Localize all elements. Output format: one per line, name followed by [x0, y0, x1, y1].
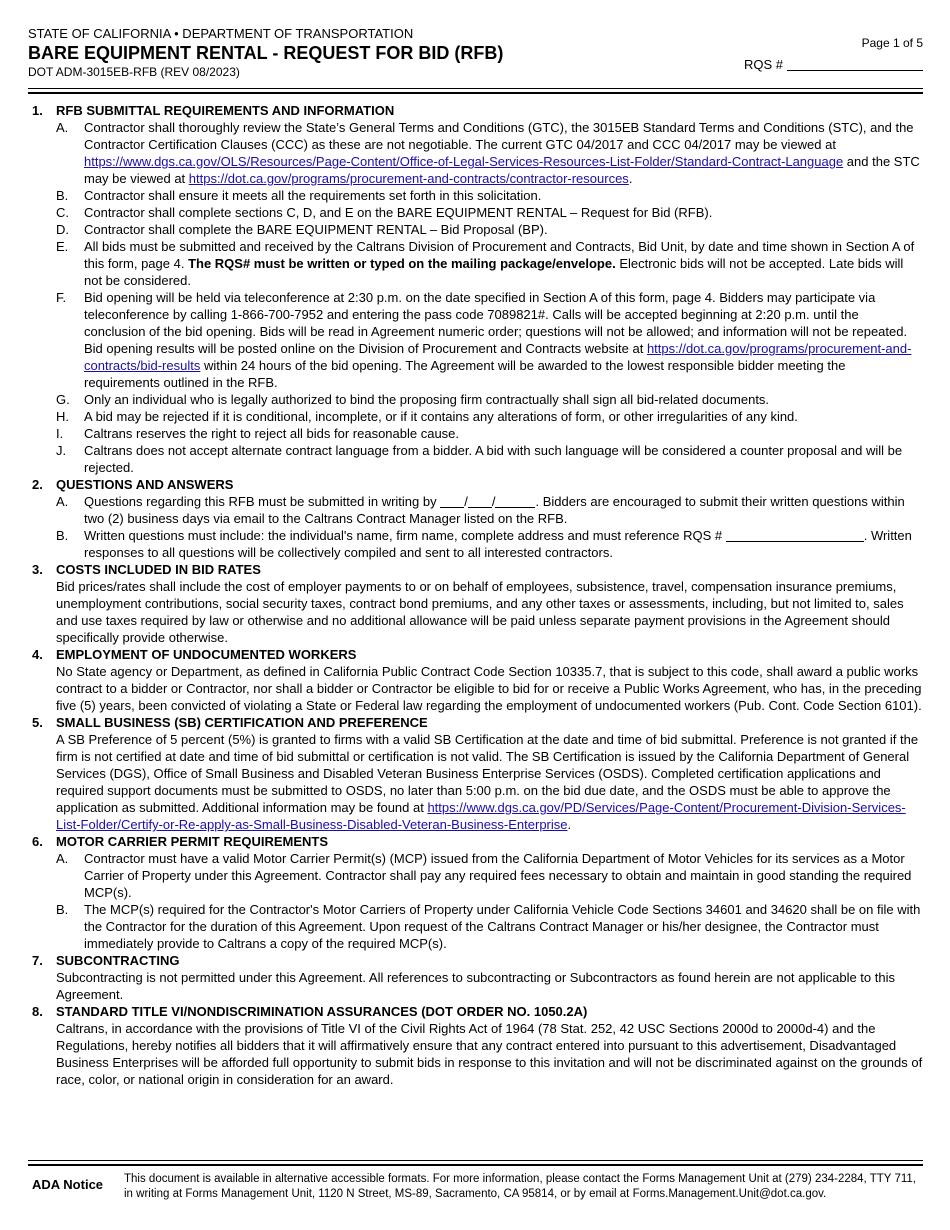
- item-text: . Bidders are encouraged to submit their written questions within two (2) business days via email to the Caltrans Contract Manager listed on the RFB.: [84, 494, 905, 526]
- item-1i: [56, 425, 923, 442]
- item-text: Contractor shall complete the BARE EQUIPMENT RENTAL – Bid Proposal (BP).: [84, 222, 548, 237]
- item-letter: B.: [56, 188, 69, 203]
- item-text: and the STC may be viewed at: [84, 154, 920, 186]
- section-title: RFB SUBMITTAL REQUIREMENTS AND INFORMATION: [56, 103, 395, 118]
- section-3: [28, 561, 923, 646]
- section-title: QUESTIONS AND ANSWERS: [56, 477, 234, 492]
- rqs-input[interactable]: [787, 57, 923, 71]
- item-letter: D.: [56, 222, 69, 237]
- section-text-part: .: [567, 817, 572, 832]
- section-number: 2.: [32, 477, 43, 492]
- form-header: [28, 26, 923, 88]
- item-text: Bid opening will be held via teleconference at 2:30 p.m. on the date specified in Section A of this form, page 4. Bidders may participate via teleconference by calling 1-866-700-7952 and entering the pass code 7089821#. Calls will be accepted beginning at 2:20 p.m. until the conclusion of the bid opening. Bids will be read in Agreement numeric order; questions will not be allowed; and information will not be repeated. Bid opening results will be posted online on the Division of Procurement and Contracts website at: [84, 290, 908, 356]
- section-title: COSTS INCLUDED IN BID RATES: [56, 562, 261, 577]
- stc-link[interactable]: https://dot.ca.gov/programs/procurement-and-contracts/contractor-resources: [188, 171, 629, 186]
- month-input[interactable]: [440, 495, 464, 508]
- agency-line: STATE OF CALIFORNIA • DEPARTMENT OF TRANSPORTATION: [28, 26, 414, 41]
- section-title: STANDARD TITLE VI/NONDISCRIMINATION ASSURANCES (DOT ORDER NO. 1050.2A): [56, 1004, 588, 1019]
- header-rule: [28, 88, 923, 89]
- section-text-part: A SB Preference of 5 percent (5%) is granted to firms with a valid SB Certification at the date and time of bid submittal. Preference is not granted if the firm is not certified at date and time of bid submittal or certification is not valid. The SB Certification is issued by the California Department of General Services (DGS), Office of Small Business and Disabled Veteran Business Enterprise Services (OSDS). Completed certification applications and required support documents must be submitted to OSDS, no later than 5:00 p.m. on the bid due date, and the OSDS must be able to approve the application as submitted. Additional information may be found at: [56, 732, 919, 815]
- item-text: Caltrans does not accept alternate contract language from a bidder. A bid with such language will be considered a counter proposal and will be rejected.: [84, 443, 903, 475]
- item-1e: [56, 238, 923, 289]
- year-input[interactable]: [495, 495, 535, 508]
- item-text: .: [628, 171, 633, 186]
- item-text: A bid may be rejected if it is conditional, incomplete, or if it contains any alterations of form, or other irregularities of any kind.: [84, 409, 798, 424]
- section-text: No State agency or Department, as defined in California Public Contract Code Section 10335.7, that is subject to this code, shall award a public works contract to a bidder or Contractor, nor shall a bidder or Contractor be eligible to bid for or receive a Public Works Agreement, who has, in the preceding five (5) years, been convicted of violating a State or Federal law regarding the employment of undocumented workers (Pub. Cont. Code Section 6101).: [56, 664, 922, 713]
- item-text: Written questions must include: the individual's name, firm name, complete address and must reference RQS #: [84, 528, 726, 543]
- section-number: 3.: [32, 562, 43, 577]
- section-text: Bid prices/rates shall include the cost of employer payments to or on behalf of employees, subsistence, travel, compensation insurance premiums, unemployment contributions, social security taxes, contract bond premiums, and any other taxes or assessments, including, but not limited to, sales and use taxes required by law or otherwise and no additional allowance will be paid unless separate payment provisions in the Agreement should specifically provide otherwise.: [56, 579, 904, 645]
- section-title: EMPLOYMENT OF UNDOCUMENTED WORKERS: [56, 647, 357, 662]
- sb-certification-link[interactable]: https://www.dgs.ca.gov/PD/Services/Page-Content/Procurement-Division-Services-List-Folder/Certify-or-Re-apply-as-Small-Business-Disabled-Veteran-Business-Enterprise: [56, 800, 906, 832]
- item-letter: A.: [56, 494, 69, 509]
- section-text: Caltrans, in accordance with the provisions of Title VI of the Civil Rights Act of 1964 (78 Stat. 252, 42 USC Sections 2000d to 2000d-4) and the Regulations, hereby notifies all bidders that it will affirmatively ensure that any contract entered into pursuant to this advertisement, Disadvantaged Business Enterprises will be afforded full opportunity to submit bids in response to this invitation and will not be discriminated against on the grounds of race, color, or national origin in consideration for an award.: [56, 1021, 923, 1087]
- section-number: 4.: [32, 647, 43, 662]
- item-1d: [56, 221, 923, 238]
- gtc-link[interactable]: https://www.dgs.ca.gov/OLS/Resources/Page-Content/Office-of-Legal-Services-Resources-List-Folder/Standard-Contract-Language: [84, 154, 844, 169]
- item-letter: C.: [56, 205, 69, 220]
- item-text: Contractor shall complete sections C, D, and E on the BARE EQUIPMENT RENTAL – Request for Bid (RFB).: [84, 205, 713, 220]
- footer-rule: [28, 1160, 923, 1161]
- section-1: [28, 102, 923, 476]
- item-letter: B.: [56, 902, 69, 917]
- section-6: [28, 833, 923, 952]
- header-rule-thick: [28, 92, 923, 94]
- date-slash: /: [491, 494, 496, 509]
- footer-rule-thick: [28, 1164, 923, 1166]
- item-text: Contractor shall ensure it meets all the requirements set forth in this solicitation.: [84, 188, 542, 203]
- item-letter: I.: [56, 426, 64, 441]
- item-letter: G.: [56, 392, 70, 407]
- section-title: SUBCONTRACTING: [56, 953, 180, 968]
- item-letter: H.: [56, 409, 69, 424]
- item-text: within 24 hours of the bid opening. The Agreement will be awarded to the lowest responsible bidder meeting the requirements outlined in the RFB.: [84, 358, 846, 390]
- item-text: Questions regarding this RFB must be submitted in writing by: [84, 494, 441, 509]
- item-letter: J.: [56, 443, 67, 458]
- section-title: MOTOR CARRIER PERMIT REQUIREMENTS: [56, 834, 329, 849]
- document-body: [28, 102, 923, 1088]
- section-4: [28, 646, 923, 714]
- form-title: BARE EQUIPMENT RENTAL - REQUEST FOR BID (RFB): [28, 43, 504, 63]
- bid-results-link[interactable]: https://dot.ca.gov/programs/procurement-and-contracts/bid-results: [84, 341, 912, 373]
- section-text: Subcontracting is not permitted under this Agreement. All references to subcontracting or Subcontractors as found herein are not applicable to this Agreement.: [56, 970, 895, 1002]
- ada-notice-text: This document is available in alternative accessible formats. For more information, please contact the Forms Management Unit at (279) 234-2284, TTY 711, in writing at Forms Management Unit, 1120 N Street, MS-89, Sacramento, CA 95814, or by email at Forms.Management.Unit@dot.ca.gov.: [124, 1173, 916, 1200]
- item-letter: A.: [56, 851, 69, 866]
- item-text: Electronic bids will not be accepted. Late bids will not be considered.: [84, 256, 904, 288]
- item-2a: [56, 493, 923, 527]
- item-1h: [56, 408, 923, 425]
- item-letter: E.: [56, 239, 69, 254]
- section-text: [56, 731, 923, 833]
- item-text: All bids must be submitted and received by the Caltrans Division of Procurement and Contracts, Bid Unit, by date and time shown in Section A of this form, page 4.: [84, 239, 915, 271]
- item-1g: [56, 391, 923, 408]
- item-6b: [56, 901, 923, 952]
- item-1j: [56, 442, 923, 476]
- date-slash: /: [464, 494, 468, 509]
- item-text: . Written responses to all questions will be collectively compiled and sent to all interested contractors.: [84, 528, 912, 560]
- form-number: DOT ADM-3015EB-RFB (REV 08/2023): [28, 65, 240, 79]
- section-number: 5.: [32, 715, 43, 730]
- item-letter: B.: [56, 528, 69, 543]
- item-1a: [56, 119, 923, 187]
- section-number: 6.: [32, 834, 43, 849]
- item-1f: [56, 289, 923, 391]
- item-text: Contractor shall thoroughly review the State’s General Terms and Conditions (GTC), the 3015EB Standard Terms and Conditions (STC), and the Contractor Certification Clauses (CCC) as these are not negotiable. The current GTC 04/2017 and CCC 04/2017 may be viewed at: [84, 120, 914, 152]
- item-letter: A.: [56, 120, 69, 135]
- page-number: Page 1 of 5: [861, 36, 923, 50]
- item-text: Contractor must have a valid Motor Carrier Permit(s) (MCP) issued from the California Department of Motor Vehicles for its services as a Motor Carrier of Property under this Agreement. Contractor shall pay any required fees necessary to obtain and maintain in good standing the required MCP(s).: [84, 851, 912, 900]
- item-1b: [56, 187, 923, 204]
- section-number: 1.: [32, 103, 43, 118]
- day-input[interactable]: [468, 495, 492, 508]
- section-title: SMALL BUSINESS (SB) CERTIFICATION AND PREFERENCE: [56, 715, 428, 730]
- rqs-reference-input[interactable]: [726, 529, 864, 542]
- section-8: [28, 1003, 923, 1088]
- rqs-field: [744, 56, 923, 74]
- item-2b: [56, 527, 923, 561]
- ada-notice-label: ADA Notice: [32, 1177, 104, 1192]
- item-text: Caltrans reserves the right to reject all bids for reasonable cause.: [84, 426, 460, 441]
- section-7: [28, 952, 923, 1003]
- item-text-bold: The RQS# must be written or typed on the mailing package/envelope.: [188, 256, 616, 271]
- rqs-label: RQS #: [743, 57, 783, 72]
- section-number: 7.: [32, 953, 43, 968]
- item-letter: F.: [56, 290, 67, 305]
- item-1c: [56, 204, 923, 221]
- section-5: [28, 714, 923, 833]
- item-6a: [56, 850, 923, 901]
- item-text: The MCP(s) required for the Contractor's Motor Carriers of Property under California Vehicle Code Sections 34601 and 34620 shall be on file with the Contractor for the duration of this Agreement. Upon request of the Caltrans Contract Manager or his/her designee, the Contractor must immediately provide to Caltrans a copy of the required MCP(s).: [84, 902, 921, 951]
- section-2: [28, 476, 923, 561]
- item-text: Only an individual who is legally authorized to bind the proposing firm contractually shall sign all bid-related documents.: [84, 392, 770, 407]
- section-number: 8.: [32, 1004, 43, 1019]
